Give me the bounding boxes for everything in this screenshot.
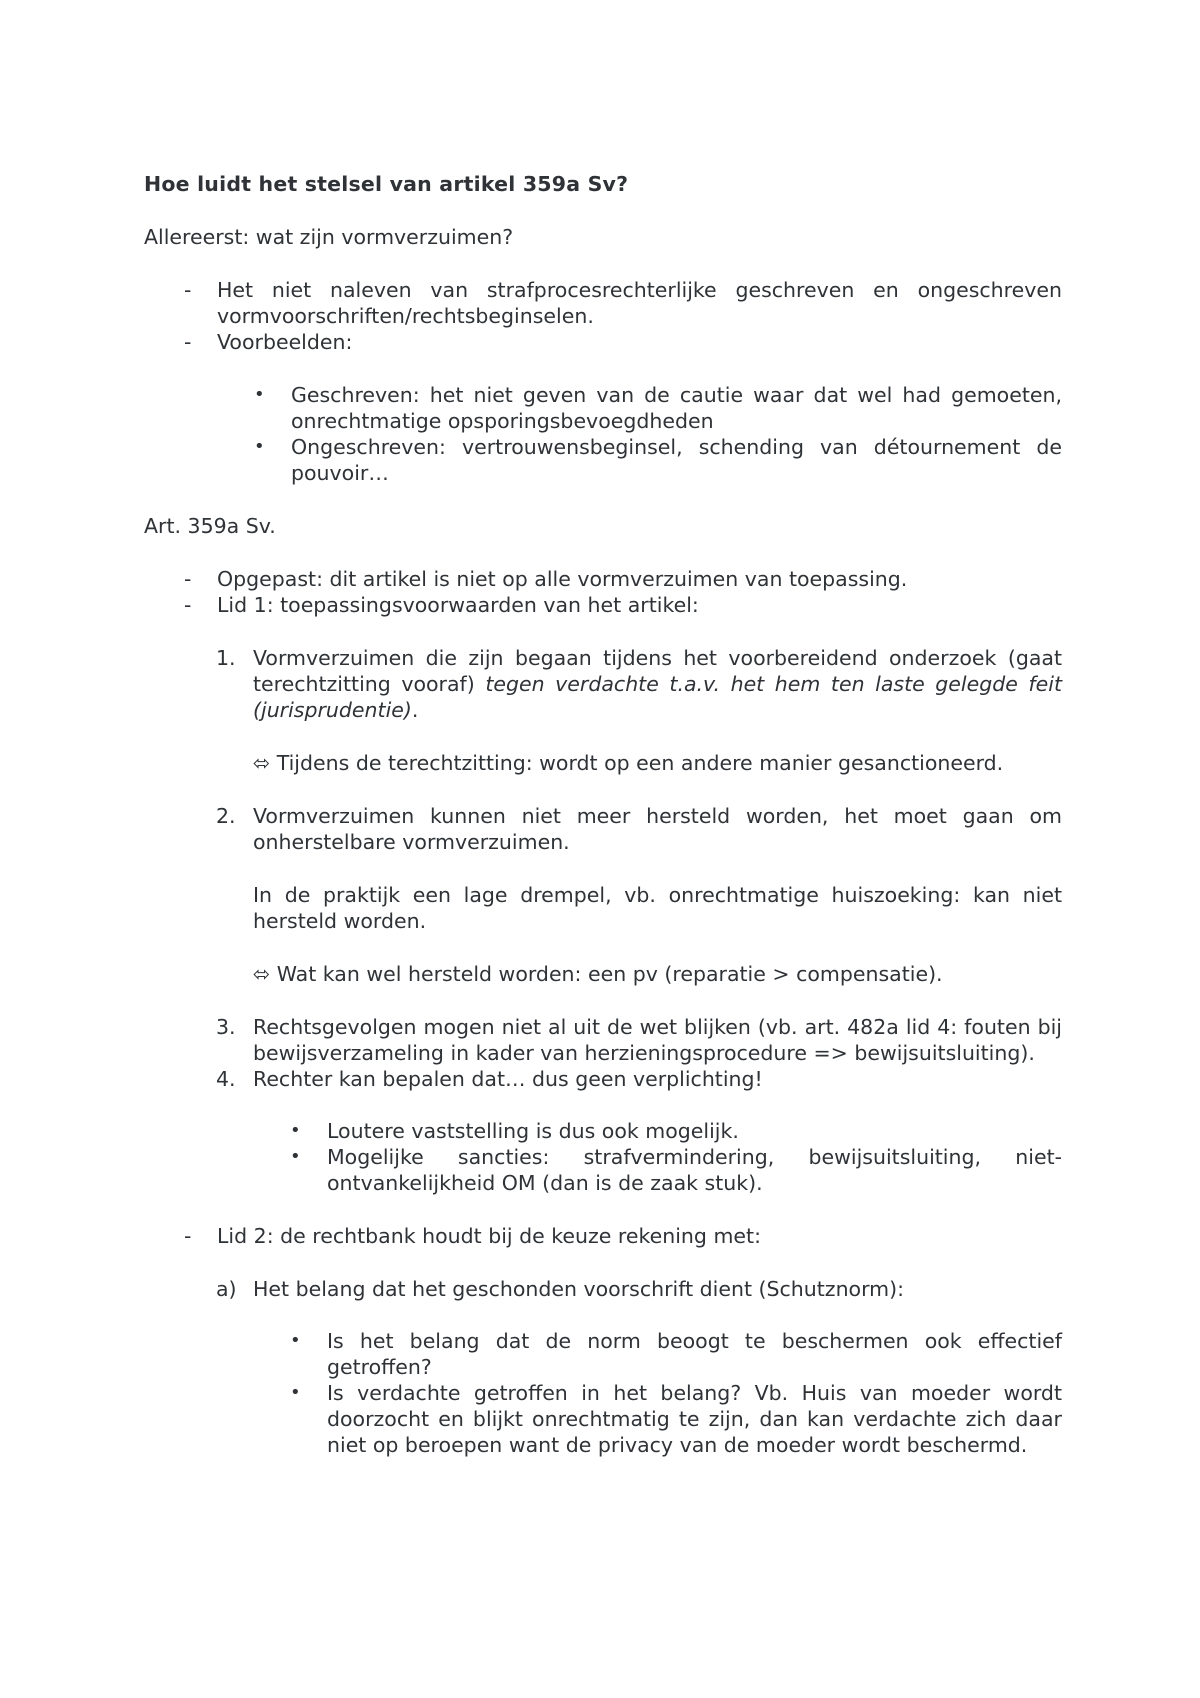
arrow-icon: ⬄ [253, 962, 271, 986]
interest-list [144, 1328, 1062, 1458]
list-item [144, 382, 1062, 434]
letter-marker: a) [216, 1277, 237, 1301]
list-item [144, 1144, 1062, 1196]
dash-marker: - [184, 278, 192, 302]
article-list-continued [144, 1223, 1062, 1249]
list-item-text: Opgepast: dit artikel is niet op alle vormverzuimen van toepassing. [217, 567, 908, 591]
list-item [144, 329, 1062, 355]
list-item-text: Ongeschreven: vertrouwensbeginsel, schending van détournement de pouvoir… [291, 435, 1062, 485]
list-item [144, 592, 1062, 618]
number-marker: 1. [216, 646, 236, 670]
dash-marker: - [184, 593, 192, 617]
text-run: Tijdens de terechtzitting: wordt op een andere manier gesanctioneerd. [276, 751, 1004, 775]
text-run: Wat kan wel hersteld worden: een pv (reparatie > compensatie). [276, 962, 943, 986]
bullet-marker: • [254, 384, 265, 405]
list-item-text: Geschreven: het niet geven van de cautie waar dat wel had gemoeten, onrechtmatige opsporingsbevoegdheden [291, 383, 1062, 433]
italic-text: tegen verdachte t.a.v. het hem ten laste gelegde feit (jurisprudentie) [253, 672, 1062, 722]
sub-paragraph: In de praktijk een lage drempel, vb. onrechtmatige huiszoeking: kan niet hersteld worden. [253, 883, 1062, 933]
list-item [144, 434, 1062, 486]
text-run: . [411, 698, 419, 722]
list-item-text: Mogelijke sancties: strafvermindering, bewijsuitsluiting, niet-ontvankelijkheid OM (dan is de zaak stuk). [327, 1145, 1062, 1195]
list-item [144, 277, 1062, 329]
list-item [144, 566, 1062, 592]
conditions-list [144, 645, 1062, 1092]
examples-list [144, 382, 1062, 486]
list-item-text: Rechtsgevolgen mogen niet al uit de wet blijken (vb. art. 482a lid 4: fouten bij bewijsverzameling in kader van herzieningsprocedure => bewijsuitsluiting). [253, 1015, 1062, 1065]
list-item-text: Is verdachte getroffen in het belang? Vb. Huis van moeder wordt doorzocht en blijkt onrechtmatig te zijn, dan kan verdachte zich daar niet op beroepen want de privacy van de moeder wordt beschermd. [327, 1381, 1062, 1457]
list-item [144, 803, 1062, 987]
list-item [144, 1380, 1062, 1458]
bullet-marker: • [290, 1146, 301, 1167]
sub-paragraph [253, 961, 1062, 987]
list-item-text: Vormverzuimen kunnen niet meer hersteld worden, het moet gaan om onherstelbare vormverzuimen. [253, 804, 1062, 854]
bullet-marker: • [290, 1120, 301, 1141]
sanctions-list [144, 1118, 1062, 1196]
document-title: Hoe luidt het stelsel van artikel 359a Sv? [144, 172, 629, 196]
list-item-text: Het niet naleven van strafprocesrechterlijke geschreven en ongeschreven vormvoorschriften/rechtsbeginselen. [217, 278, 1062, 328]
list-item [144, 1014, 1062, 1066]
list-item-text: Loutere vaststelling is dus ook mogelijk. [327, 1119, 739, 1143]
intro-paragraph: Allereerst: wat zijn vormverzuimen? [144, 225, 514, 249]
sub-paragraph [253, 750, 1062, 776]
arrow-icon: ⬄ [253, 751, 271, 775]
list-item-text: Lid 2: de rechtbank houdt bij de keuze rekening met: [217, 1224, 761, 1248]
text-run: Vormverzuimen die zijn begaan tijdens het voorbereidend onderzoek (gaat terechtzitting vooraf) [253, 646, 1062, 696]
article-list [144, 566, 1062, 618]
document-body [144, 171, 1062, 1485]
list-item-text: Is het belang dat de norm beoogt te beschermen ook effectief getroffen? [327, 1329, 1062, 1379]
dash-marker: - [184, 1224, 192, 1248]
bullet-marker: • [254, 436, 265, 457]
list-item [144, 1066, 1062, 1092]
definition-list [144, 277, 1062, 355]
number-marker: 4. [216, 1067, 236, 1091]
list-item [144, 1118, 1062, 1144]
bullet-marker: • [290, 1330, 301, 1351]
section-heading: Art. 359a Sv. [144, 514, 276, 538]
list-item [144, 1276, 1062, 1302]
list-item [144, 645, 1062, 776]
list-item-text [253, 645, 1062, 723]
list-item-text: Voorbeelden: [217, 330, 353, 354]
dash-marker: - [184, 330, 192, 354]
dash-marker: - [184, 567, 192, 591]
number-marker: 3. [216, 1015, 236, 1039]
list-item-text: Het belang dat het geschonden voorschrift dient (Schutznorm): [253, 1277, 905, 1301]
bullet-marker: • [290, 1382, 301, 1403]
list-item-text: Rechter kan bepalen dat… dus geen verplichting! [253, 1067, 763, 1091]
number-marker: 2. [216, 804, 236, 828]
criteria-list [144, 1276, 1062, 1302]
list-item-text: Lid 1: toepassingsvoorwaarden van het artikel: [217, 593, 699, 617]
list-item [144, 1223, 1062, 1249]
list-item [144, 1328, 1062, 1380]
